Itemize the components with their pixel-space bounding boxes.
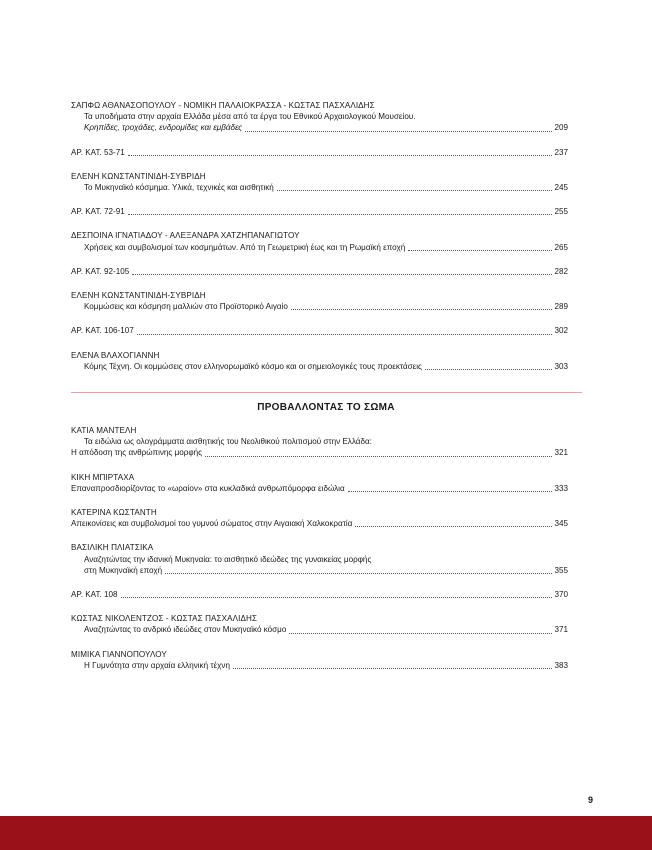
entry-title-line xyxy=(71,554,568,565)
page-number: 9 xyxy=(588,795,594,805)
entry-page-number: 303 xyxy=(554,361,568,371)
dot-leader xyxy=(355,526,552,527)
entry-title-line xyxy=(71,122,568,133)
entry-title: Το Μυκηναϊκό κόσμημα. Υλικά, τεχνικές και αισθητική xyxy=(84,183,274,193)
entry-page-number: 265 xyxy=(554,242,568,252)
toc-entry xyxy=(71,350,568,372)
entry-authors: ΚΑΤΕΡΙΝΑ ΚΩΣΤΑΝΤΗ xyxy=(71,508,157,518)
entry-title-line xyxy=(71,361,568,372)
catalogue-entry xyxy=(71,325,568,336)
entry-authors: ΚΑΤΙΑ ΜΑΝΤΕΛΗ xyxy=(71,426,137,435)
entry-page-number: 209 xyxy=(554,123,568,133)
toc-entry xyxy=(71,230,568,252)
entry-title: Αναζητώντας το ανδρικό ιδεώδες στον Μυκηναϊκό κόσμο xyxy=(84,625,287,635)
catalogue-range: ΑΡ. ΚΑΤ. 72-91 xyxy=(71,207,125,217)
entry-title: Τα υποδήματα στην αρχαία Ελλάδα μέσα από τα έργα του Εθνικού Αρχαιολογικού Μουσείου. xyxy=(84,112,416,122)
entry-title-line xyxy=(71,447,568,458)
entry-title: Κομμώσεις και κόσμηση μαλλιών στο Προϊστορικό Αιγαίο xyxy=(84,302,288,312)
entry-authors: ΚΩΣΤΑΣ ΝΙΚΟΛΕΝΤΖΟΣ - ΚΩΣΤΑΣ ΠΑΣΧΑΛΙΔΗΣ xyxy=(71,614,258,624)
catalogue-page-number: 302 xyxy=(554,326,568,336)
dot-leader xyxy=(245,131,552,132)
entry-authors: ΕΛΕΝΗ ΚΩΝΣΤΑΝΤΙΝΙΔΗ-ΣΥΒΡΙΔΗ xyxy=(71,291,206,301)
toc-entry xyxy=(71,425,568,459)
catalogue-entry xyxy=(71,206,568,217)
dot-leader xyxy=(132,274,552,275)
toc-entry xyxy=(71,649,568,671)
entry-authors: ΕΛΕΝΗ ΚΩΝΣΤΑΝΤΙΝΙΔΗ-ΣΥΒΡΙΔΗ xyxy=(71,171,206,181)
catalogue-range: ΑΡ. ΚΑΤ. 108 xyxy=(71,590,118,600)
entry-title: Χρήσεις και συμβολισμοί των κοσμημάτων. Από τη Γεωμετρική έως και τη Ρωμαϊκή εποχή xyxy=(84,242,406,252)
entry-title-line xyxy=(71,301,568,312)
entry-subtitle: στη Μυκηναϊκή εποχή xyxy=(84,565,163,575)
dot-leader xyxy=(289,633,552,634)
toc-entry xyxy=(71,613,568,635)
entry-title: Αναζητώντας την ιδανική Μυκηναία: το αισθητικό ιδεώδες της γυναικείας μορφής xyxy=(84,554,372,564)
section-heading: ΠΡΟΒΑΛΛΟΝΤΑΣ ΤΟ ΣΩΜΑ xyxy=(257,402,395,413)
dot-leader xyxy=(425,369,553,370)
entry-authors: ΒΑΣΙΛΙΚΗ ΠΛΙΑΤΣΙΚΑ xyxy=(71,543,154,553)
toc-entry xyxy=(71,507,568,529)
entry-authors: ΣΑΠΦΩ ΑΘΑΝΑΣΟΠΟΥΛΟΥ - ΝΟΜΙΚΗ ΠΑΛΑΙΟΚΡΑΣΣΑ - ΚΩΣΤΑΣ ΠΑΣΧΑΛΙΔΗΣ xyxy=(71,101,375,110)
catalogue-entry xyxy=(71,147,568,158)
section-divider xyxy=(71,392,582,393)
dot-leader xyxy=(348,491,553,492)
footer-color-band xyxy=(0,816,652,850)
toc-entry xyxy=(71,542,568,576)
dot-leader xyxy=(165,573,552,574)
dot-leader xyxy=(233,668,553,669)
entry-title-line xyxy=(71,660,568,671)
entry-authors: ΜΙΜΙΚΑ ΓΙΑΝΝΟΠΟΥΛΟΥ xyxy=(71,649,167,659)
dot-leader xyxy=(205,456,552,457)
entry-authors: ΔΕΣΠΟΙΝΑ ΙΓΝΑΤΙΑΔΟΥ - ΑΛΕΞΑΝΔΡΑ ΧΑΤΖΗΠΑΝΑΓΙΩΤΟΥ xyxy=(71,231,300,241)
entry-title-line xyxy=(71,242,568,253)
entry-title-line xyxy=(71,182,568,193)
entry-title: Τα ειδώλια ως ολογράμματα αισθητικής του Νεολιθικού πολιτισμού στην Ελλάδα: xyxy=(84,437,372,447)
toc-entry xyxy=(71,290,568,312)
entry-page-number: 345 xyxy=(554,519,568,529)
entry-title-line xyxy=(71,624,568,635)
toc-entry xyxy=(71,171,568,193)
dot-leader xyxy=(291,309,553,310)
entry-page-number: 333 xyxy=(554,483,568,493)
table-of-contents-part-1 xyxy=(71,100,568,385)
catalogue-range: ΑΡ. ΚΑΤ. 53-71 xyxy=(71,147,125,157)
entry-title-line xyxy=(71,436,568,447)
entry-page-number: 355 xyxy=(554,565,568,575)
table-of-contents-part-2 xyxy=(71,425,568,684)
dot-leader xyxy=(408,250,552,251)
toc-entry xyxy=(71,472,568,494)
entry-authors: ΕΛΕΝΑ ΒΛΑΧΟΓΙΑΝΝΗ xyxy=(71,350,160,360)
dot-leader xyxy=(128,155,553,156)
dot-leader xyxy=(121,597,553,598)
catalogue-range: ΑΡ. ΚΑΤ. 92-105 xyxy=(71,266,130,276)
catalogue-page-number: 255 xyxy=(554,207,568,217)
entry-page-number: 289 xyxy=(554,302,568,312)
catalogue-entry xyxy=(71,589,568,600)
catalogue-page-number: 370 xyxy=(554,590,568,600)
entry-page-number: 371 xyxy=(554,625,568,635)
entry-title: Επαναπροσδιορίζοντας το «ωραίον» στα κυκλαδικά ανθρωπόμορφα ειδώλια xyxy=(71,483,345,493)
catalogue-page-number: 282 xyxy=(554,266,568,276)
entry-page-number: 245 xyxy=(554,183,568,193)
catalogue-entry xyxy=(71,266,568,277)
entry-authors: ΚΙΚΗ ΜΠΙΡΤΑΧΑ xyxy=(71,472,135,482)
dot-leader xyxy=(128,214,553,215)
entry-title-line xyxy=(71,111,568,122)
entry-title-line xyxy=(71,483,568,494)
entry-subtitle: Κρηπίδες, τροχάδες, ενδρομίδες και εμβάδες xyxy=(84,123,243,133)
entry-title: Απεικονίσεις και συμβολισμοί του γυμνού σώματος στην Αιγαιακή Χαλκοκρατία xyxy=(71,519,353,529)
entry-page-number: 383 xyxy=(554,660,568,670)
entry-page-number: 321 xyxy=(554,448,568,458)
toc-entry xyxy=(71,100,568,134)
entry-title: Η Γυμνότητα στην αρχαία ελληνική τέχνη xyxy=(84,660,230,670)
entry-title-line xyxy=(71,518,568,529)
catalogue-range: ΑΡ. ΚΑΤ. 106-107 xyxy=(71,326,134,336)
entry-subtitle: Η απόδοση της ανθρώπινης μορφής xyxy=(71,448,202,458)
dot-leader xyxy=(137,334,553,335)
catalogue-page-number: 237 xyxy=(554,147,568,157)
entry-title: Κόμης Τέχνη. Οι κομμώσεις στον ελληνορωμαϊκό κόσμο και οι σημειολογικές τους προεκτάσεις xyxy=(84,361,422,371)
entry-title-line xyxy=(71,565,568,576)
dot-leader xyxy=(277,190,553,191)
